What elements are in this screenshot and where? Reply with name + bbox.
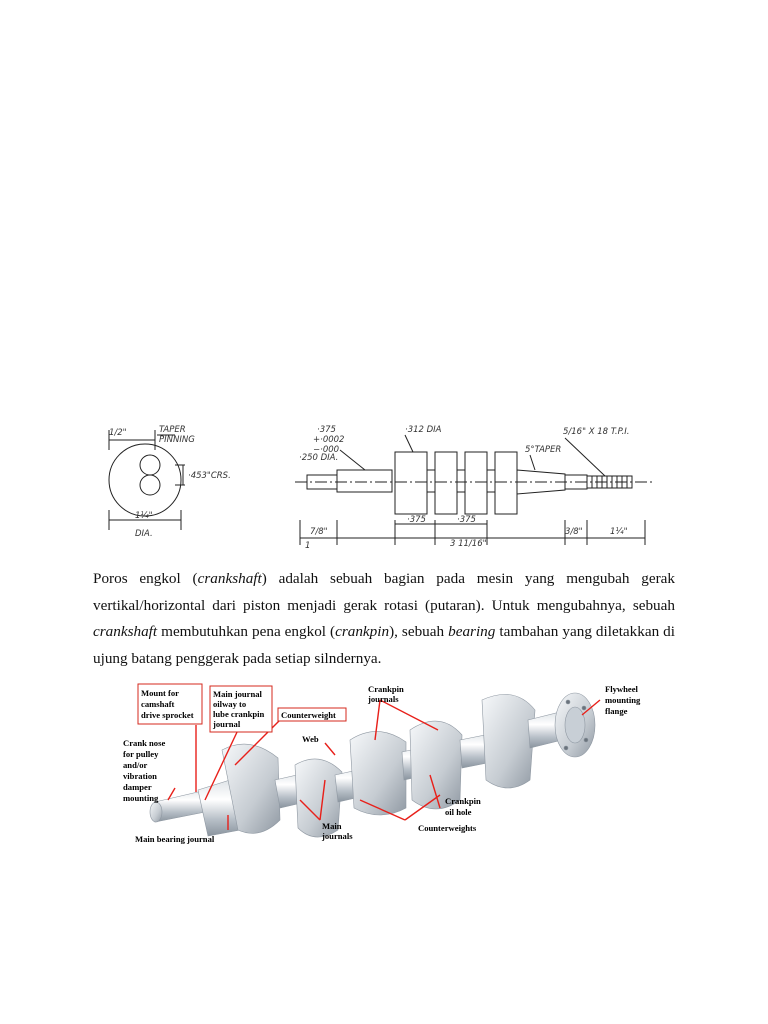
dim-7-8: 7/8" <box>310 527 328 537</box>
dim-1-1-4: 1¼" <box>610 527 628 537</box>
dim-5-taper: 5°TAPER <box>525 445 562 455</box>
dim-312-dia: ·312 DIA <box>405 425 442 435</box>
label-flywheel-3: flange <box>605 706 628 716</box>
dim-dia-label: DIA. <box>135 529 153 539</box>
label-nose-6: mounting <box>123 793 159 803</box>
crank-web-3 <box>465 452 487 514</box>
label-crankpin-journals-2: journals <box>368 694 399 704</box>
label-main-bearing-journal: Main bearing journal <box>135 834 215 844</box>
crank-web-1 <box>395 452 427 514</box>
label-counterweights: Counterweights <box>418 823 477 833</box>
label-nose-5: damper <box>123 782 152 792</box>
label-mount-3: drive sprocket <box>141 710 194 720</box>
end-view-hole-bottom <box>140 475 160 495</box>
dim-1: 1 <box>305 541 311 551</box>
label-crankpin-journals-1: Crankpin <box>368 684 404 694</box>
dim-tol-1: ·375 <box>317 425 336 435</box>
dim-center-distance: ·453"CRS. <box>188 471 231 481</box>
dim-3-11-16: 3 11/16" <box>450 539 487 549</box>
label-oilway-2: oilway to <box>213 699 247 709</box>
end-view-hole-top <box>140 455 160 475</box>
dim-tol-3: −·000 <box>313 445 340 455</box>
dim-diameter-1-1-4: 1¼" <box>135 511 153 521</box>
text-run: membutuhkan pena engkol ( <box>157 623 336 640</box>
term-crankpin: crankpin <box>335 623 390 640</box>
dim-half-inch: 1/2" <box>109 428 127 438</box>
dim-thread: 5/16" X 18 T.P.I. <box>563 427 630 437</box>
text-run: ), sebuah <box>389 623 449 640</box>
label-main-journals-2: journals <box>322 831 353 841</box>
label-mount-2: camshaft <box>141 699 175 709</box>
dim-375-a: ·375 <box>407 515 426 525</box>
crank-web-2 <box>435 452 457 514</box>
text-run: Poros engkol ( <box>93 570 198 587</box>
label-mount-1: Mount for <box>141 688 179 698</box>
label-nose-2: for pulley <box>123 749 159 759</box>
end-view-circle <box>109 444 181 516</box>
crankshaft-technical-drawing <box>95 420 675 555</box>
crankshaft-labeled-photo <box>110 680 670 860</box>
term-crankshaft: crankshaft <box>197 570 262 587</box>
dim-375-b: ·375 <box>457 515 476 525</box>
label-oil-hole-1: Crankpin <box>445 796 481 806</box>
label-oil-hole-2: oil hole <box>445 807 472 817</box>
text-run: tambahan yang diletakkan di ujung batang penggerak pada setiap silndernya. <box>93 623 675 667</box>
label-flywheel-2: mounting <box>605 695 641 705</box>
text-run: ) adalah sebuah bagian pada mesin yang mengubah gerak vertikal/horizontal dari piston menjadi gerak rotasi (putaran). Untuk mengubahnya, sebuah <box>93 570 675 614</box>
label-oilway-1: Main journal <box>213 689 262 699</box>
label-nose-3: and/or <box>123 760 148 770</box>
dim-tol-2: +·0002 <box>313 435 345 445</box>
dim-taper-pinning-1: TAPER <box>159 425 186 435</box>
label-counterweight: Counterweight <box>281 710 336 720</box>
label-web: Web <box>302 734 319 744</box>
term-crankshaft-2: crankshaft <box>93 623 158 640</box>
label-nose-1: Crank nose <box>123 738 166 748</box>
crank-web-4 <box>495 452 517 514</box>
label-oilway-4: journal <box>213 719 241 729</box>
shaft-left-journal <box>337 470 392 492</box>
dim-3-8: 3/8" <box>565 527 583 537</box>
label-main-journals-1: Main <box>322 821 342 831</box>
body-paragraph <box>93 566 675 672</box>
label-flywheel-1: Flywheel <box>605 684 638 694</box>
dim-250-dia: ·250 DIA. <box>299 453 339 463</box>
label-nose-4: vibration <box>123 771 157 781</box>
dim-taper-pinning-2: PINNING <box>159 435 195 445</box>
term-bearing: bearing <box>448 623 496 640</box>
label-oilway-3: lube crankpin <box>213 709 265 719</box>
